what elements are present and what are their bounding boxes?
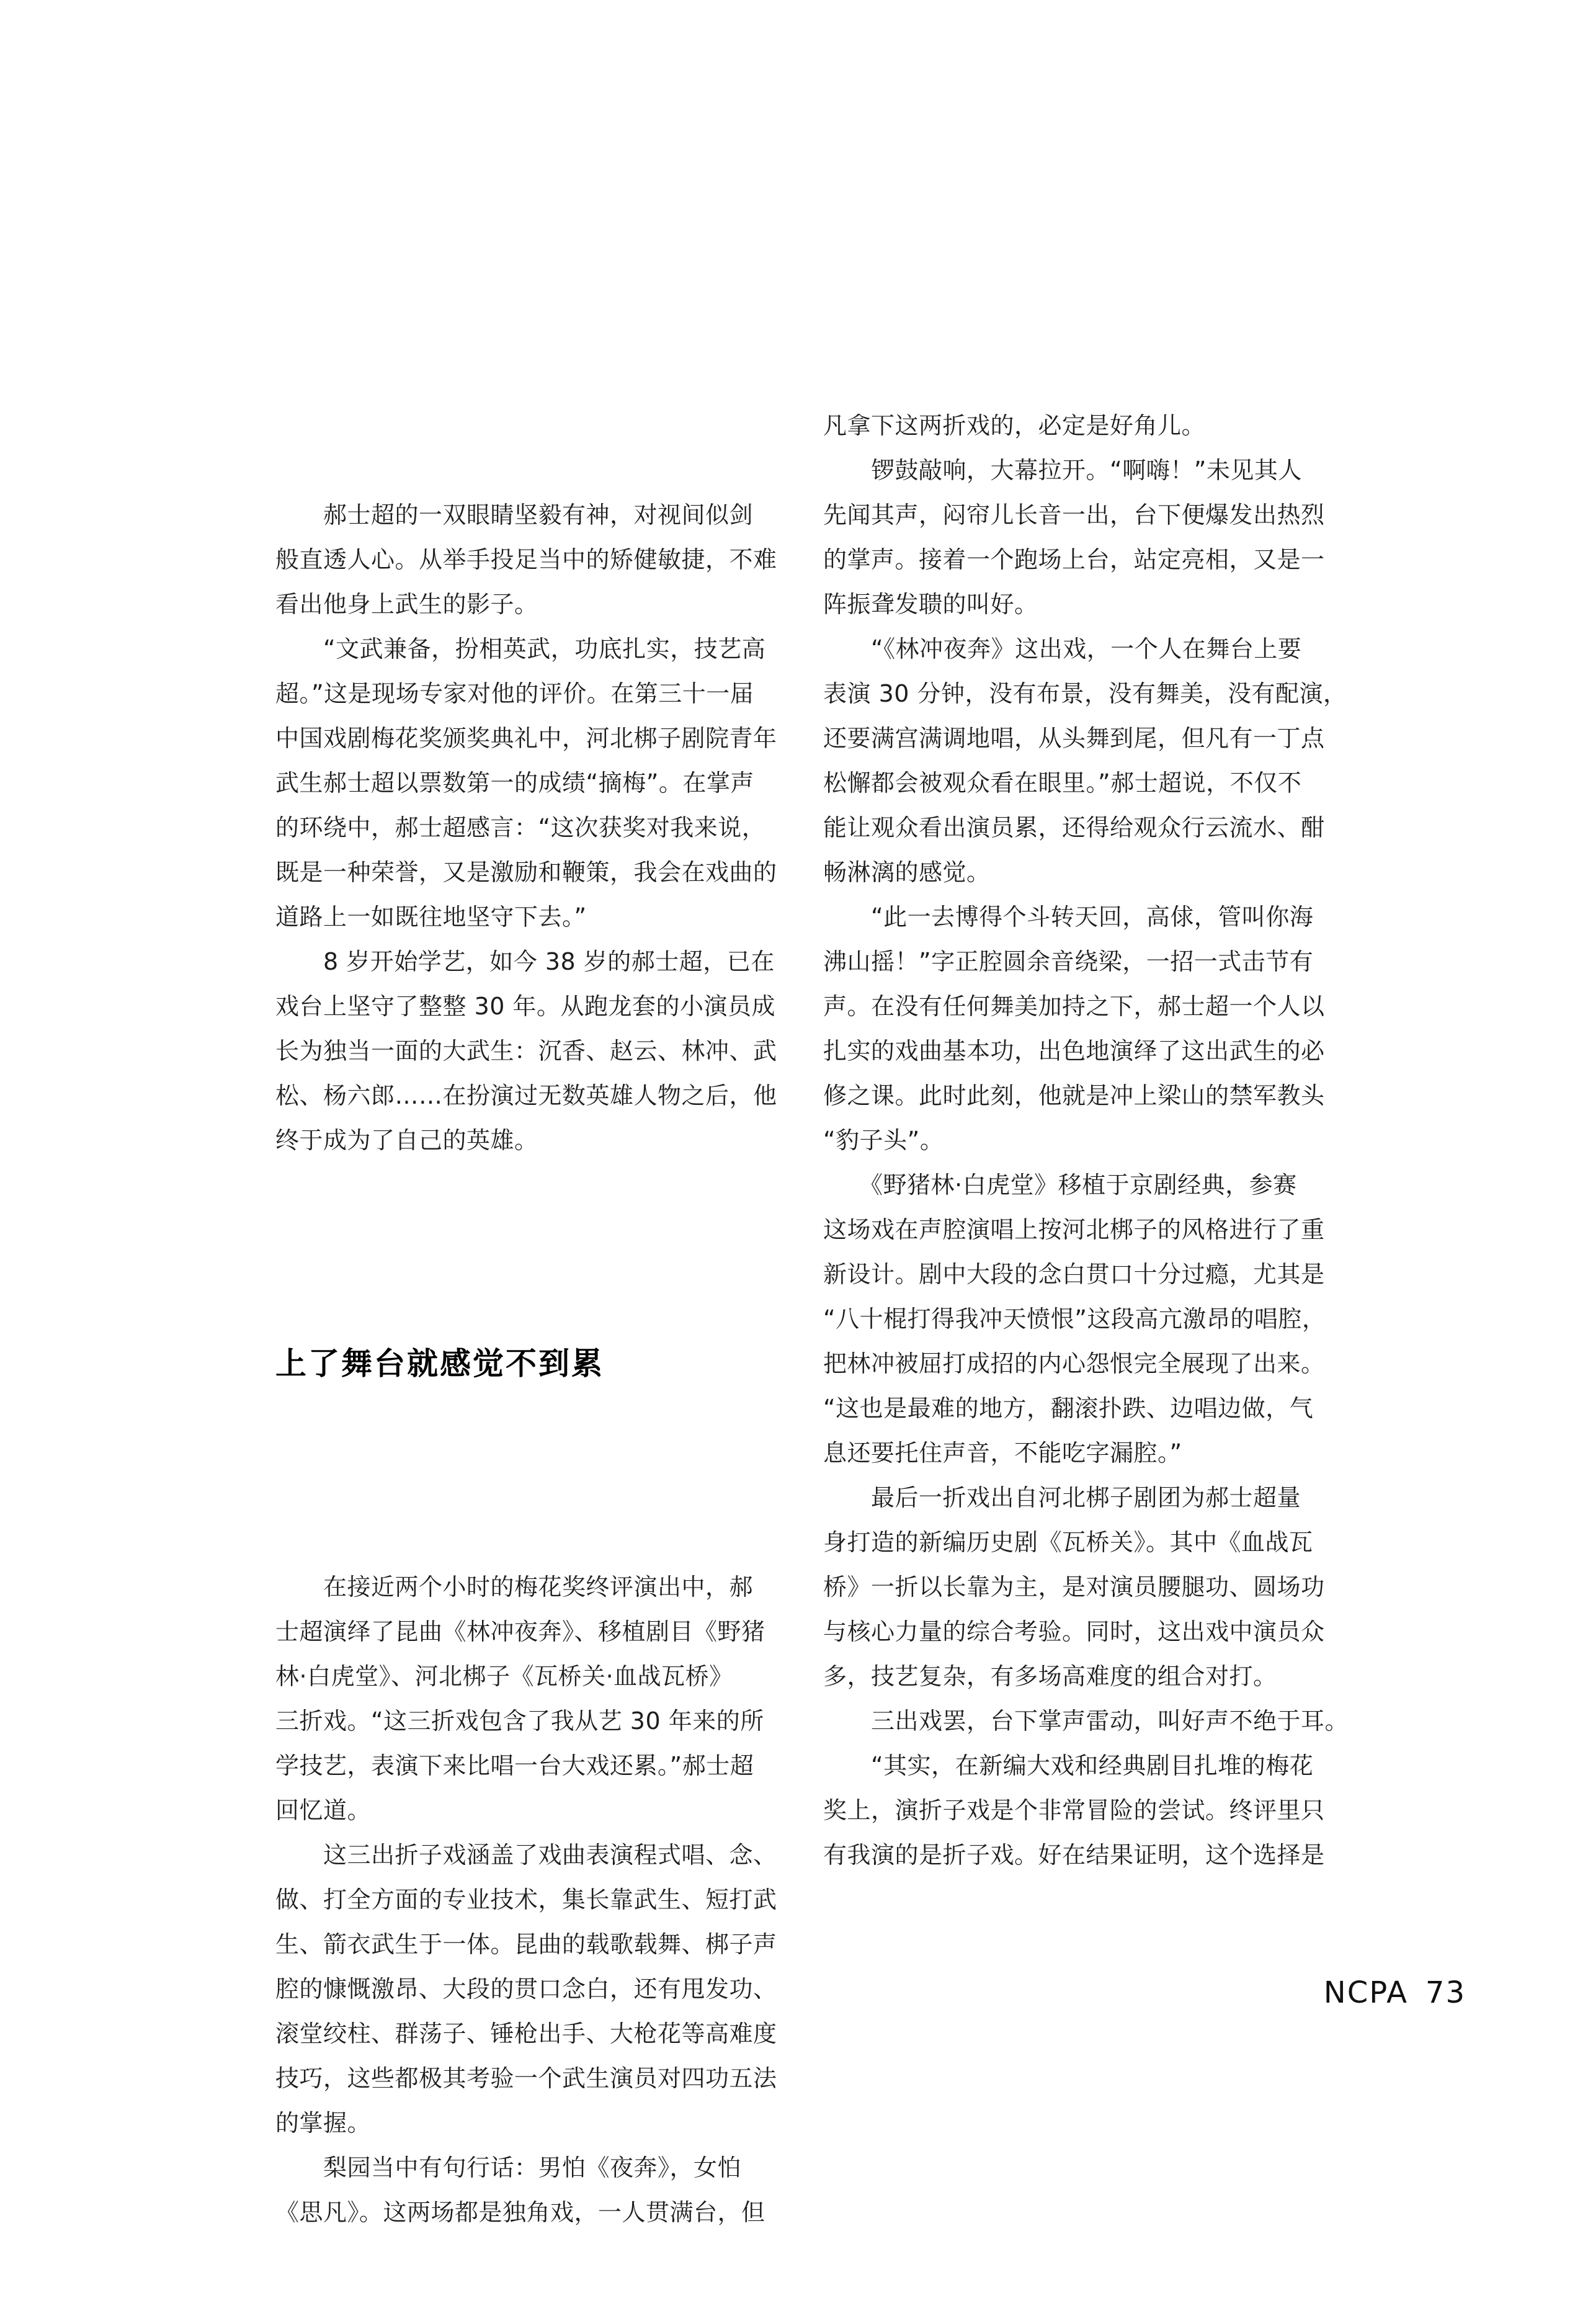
text-line: 三折戏。“这三折戏包含了我从艺 30 年来的所 bbox=[275, 1707, 764, 1735]
text-line: 表演 30 分钟，没有布景，没有舞美，没有配演， bbox=[823, 680, 1347, 707]
text-line: 8 岁开始学艺，如今 38 岁的郝士超，已在 bbox=[275, 948, 775, 975]
text-line: 身打造的新编历史剧《瓦桥关》。其中《血战瓦 bbox=[823, 1529, 1313, 1556]
text-line: 这场戏在声腔演唱上按河北梆子的风格进行了重 bbox=[823, 1216, 1325, 1243]
page-number: 73 bbox=[1425, 1975, 1466, 2010]
text-line: 般直透人心。从举手投足当中的矫健敏捷，不难 bbox=[275, 546, 777, 573]
text-line: 息还要托住声音，不能吃字漏腔。” bbox=[823, 1439, 1182, 1467]
text-line: 畅淋漓的感觉。 bbox=[823, 859, 991, 886]
text-line: 修之课。此时此刻，他就是冲上梁山的禁军教头 bbox=[823, 1082, 1325, 1109]
text-line: 多，技艺复杂，有多场高难度的组合对打。 bbox=[823, 1663, 1277, 1690]
text-line: 的环绕中，郝士超感言：“这次获奖对我来说， bbox=[275, 814, 766, 841]
text-line: 松懈都会被观众看在眼里。”郝士超说，不仅不 bbox=[823, 769, 1302, 797]
text-line: 戏台上坚守了整整 30 年。从跑龙套的小演员成 bbox=[275, 993, 776, 1020]
text-line: 看出他身上武生的影子。 bbox=[275, 591, 538, 618]
text-line: 长为独当一面的大武生：沉香、赵云、林冲、武 bbox=[275, 1037, 777, 1065]
text-line: 中国戏剧梅花奖颁奖典礼中，河北梆子剧院青年 bbox=[275, 725, 777, 752]
text-line: 奖上，演折子戏是个非常冒险的尝试。终评里只 bbox=[823, 1797, 1325, 1824]
text-line: 阵振聋发聩的叫好。 bbox=[823, 591, 1038, 618]
page-footer bbox=[1281, 1941, 1466, 2045]
text-line: 终于成为了自己的英雄。 bbox=[275, 1127, 538, 1154]
left-column bbox=[275, 403, 785, 2324]
text-line: 技巧，这些都极其考验一个武生演员对四功五法 bbox=[275, 2065, 777, 2092]
text-line: 道路上一如既往地坚守下去。” bbox=[275, 903, 587, 931]
text-line: 超。”这是现场专家对他的评价。在第三十一届 bbox=[275, 680, 754, 707]
text-line: 郝士超的一双眼睛坚毅有神，对视间似剑 bbox=[275, 501, 754, 529]
text-line: 与核心力量的综合考验。同时，这出戏中演员众 bbox=[823, 1618, 1325, 1645]
text-line: “这也是最难的地方，翻滚扑跌、边唱边做，气 bbox=[823, 1395, 1314, 1422]
text-line: 梨园当中有句行话：男怕《夜奔》，女怕 bbox=[275, 2154, 742, 2181]
text-line: 松、杨六郎……在扮演过无数英雄人物之后，他 bbox=[275, 1082, 777, 1109]
text-line: 《野猪林·白虎堂》移植于京剧经典，参赛 bbox=[823, 1171, 1297, 1199]
text-line: “豹子头”。 bbox=[823, 1127, 944, 1154]
text-line: 做、打全方面的专业技术，集长靠武生、短打武 bbox=[275, 1886, 777, 1913]
text-line: 三出戏罢，台下掌声雷动，叫好声不绝于耳。 bbox=[823, 1707, 1349, 1735]
text-line: 桥》一折以长靠为主，是对演员腰腿功、圆场功 bbox=[823, 1573, 1325, 1601]
text-line: 滚堂绞柱、群荡子、锤枪出手、大枪花等高难度 bbox=[275, 2020, 777, 2047]
text-line: 生、箭衣武生于一体。昆曲的载歌载舞、梆子声 bbox=[275, 1931, 777, 1958]
text-line: 最后一折戏出自河北梆子剧团为郝士超量 bbox=[823, 1484, 1301, 1511]
right-column bbox=[823, 403, 1349, 1877]
text-line: 这三出折子戏涵盖了戏曲表演程式唱、念、 bbox=[275, 1841, 777, 1869]
text-line: 扎实的戏曲基本功，出色地演绎了这出武生的必 bbox=[823, 1037, 1325, 1065]
text-line: “此一去博得个斗转天回，高俅，管叫你海 bbox=[823, 903, 1314, 931]
text-line: 声。在没有任何舞美加持之下，郝士超一个人以 bbox=[823, 993, 1325, 1020]
left-column-block-1 bbox=[275, 493, 785, 1163]
section-heading: 上了舞台就感觉不到累 bbox=[275, 1346, 604, 1382]
text-line: 腔的慷慨激昂、大段的贯口念白，还有甩发功、 bbox=[275, 1975, 777, 2003]
text-line: 把林冲被屈打成招的内心怨恨完全展现了出来。 bbox=[823, 1350, 1325, 1377]
journal-abbr: NCPA bbox=[1323, 1975, 1408, 2010]
text-line: 锣鼓敲响，大幕拉开。“啊嗨！”未见其人 bbox=[823, 457, 1302, 484]
text-line: 还要满宫满调地唱，从头舞到尾，但凡有一丁点 bbox=[823, 725, 1325, 752]
text-line: “八十棍打得我冲天愤恨”这段高亢激昂的唱腔， bbox=[823, 1305, 1326, 1333]
text-line: 林·白虎堂》、河北梆子《瓦桥关·血战瓦桥》 bbox=[275, 1663, 733, 1690]
text-line: 学技艺，表演下来比唱一台大戏还累。”郝士超 bbox=[275, 1752, 754, 1779]
text-line: 先闻其声，闷帘儿长音一出，台下便爆发出热烈 bbox=[823, 501, 1325, 529]
text-line: 在接近两个小时的梅花奖终评演出中，郝 bbox=[275, 1573, 754, 1601]
text-line: 能让观众看出演员累，还得给观众行云流水、酣 bbox=[823, 814, 1325, 841]
text-line: “其实，在新编大戏和经典剧目扎堆的梅花 bbox=[823, 1752, 1314, 1779]
text-line: 有我演的是折子戏。好在结果证明，这个选择是 bbox=[823, 1841, 1325, 1869]
text-line: 武生郝士超以票数第一的成绩“摘梅”。在掌声 bbox=[275, 769, 754, 797]
text-line: 新设计。剧中大段的念白贯口十分过瘾，尤其是 bbox=[823, 1261, 1325, 1288]
text-line: “文武兼备，扮相英武，功底扎实，技艺高 bbox=[275, 635, 766, 663]
text-line: 既是一种荣誉，又是激励和鞭策，我会在戏曲的 bbox=[275, 859, 777, 886]
text-line: 凡拿下这两折戏的，必定是好角儿。 bbox=[823, 412, 1206, 439]
text-line: 沸山摇！”字正腔圆余音绕梁，一招一式击节有 bbox=[823, 948, 1314, 975]
left-column-block-2 bbox=[275, 1565, 785, 2235]
text-line: 士超演绎了昆曲《林冲夜奔》、移植剧目《野猪 bbox=[275, 1618, 765, 1645]
text-line: 《思凡》。这两场都是独角戏，一人贯满台，但 bbox=[275, 2199, 765, 2226]
text-line: 回忆道。 bbox=[275, 1797, 372, 1824]
text-line: “《林冲夜奔》这出戏，一个人在舞台上要 bbox=[823, 635, 1302, 663]
text-line: 的掌声。接着一个跑场上台，站定亮相，又是一 bbox=[823, 546, 1325, 573]
text-line: 的掌握。 bbox=[275, 2109, 372, 2137]
